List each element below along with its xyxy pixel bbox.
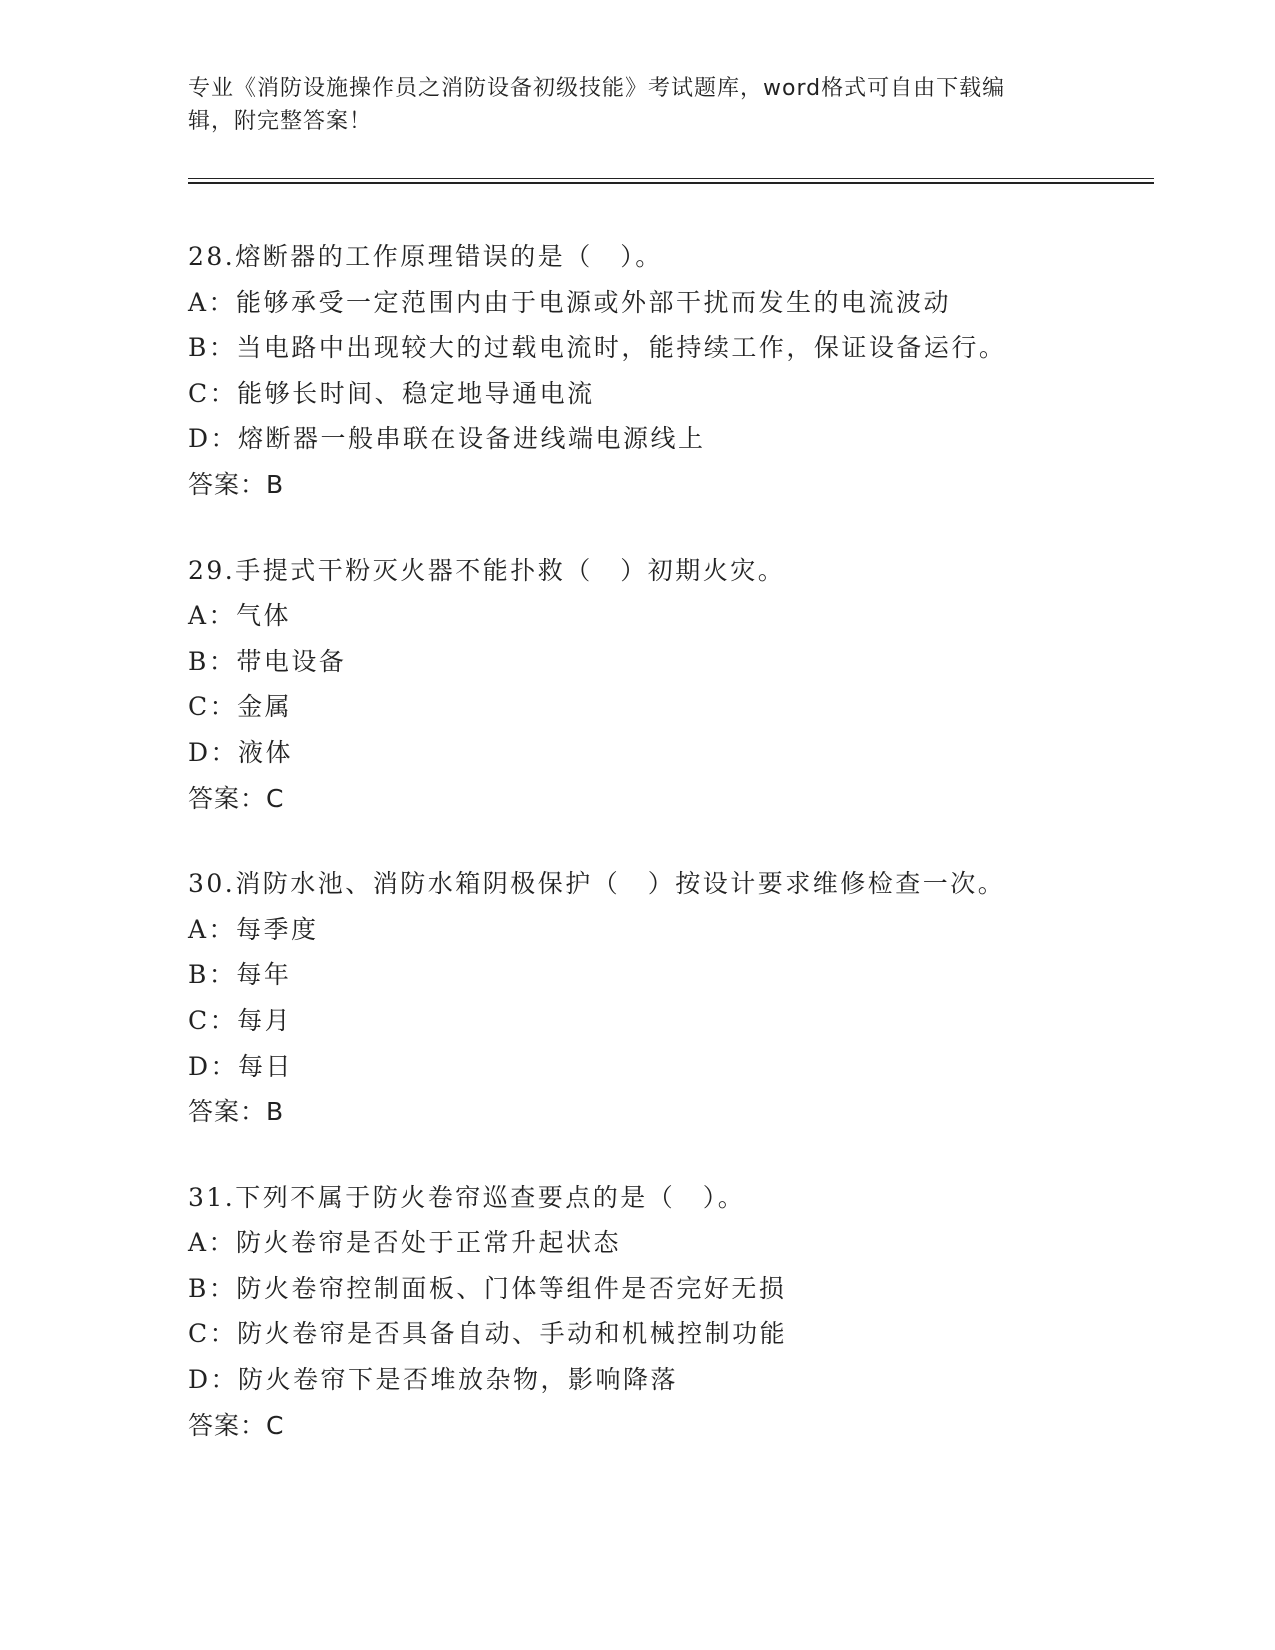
answer-line: 答案：C: [188, 783, 285, 813]
option-b: B：当电路中出现较大的过载电流时，能持续工作，保证设备运行。: [188, 333, 1007, 363]
question-stem: 30.消防水池、消防水箱阴极保护（ ）按设计要求维修检查一次。: [188, 869, 1006, 899]
option-a: A：防火卷帘是否处于正常升起状态: [188, 1228, 622, 1258]
option-d: D：防火卷帘下是否堆放杂物，影响降落: [188, 1365, 679, 1395]
option-c: C：每月: [188, 1005, 293, 1035]
question-stem: 28.熔断器的工作原理错误的是（ ）。: [188, 242, 663, 271]
question-block: [188, 548, 1138, 822]
option-c: C：金属: [188, 692, 293, 722]
question-stem: 29.手提式干粉灭火器不能扑救（ ）初期火灾。: [188, 555, 786, 585]
document-header: [188, 72, 1068, 138]
option-b: B：每年: [188, 960, 292, 990]
option-a: A：每季度: [188, 914, 319, 944]
question-block: [188, 1175, 1138, 1449]
option-c: C：能够长时间、稳定地导通电流: [188, 378, 595, 408]
question-block: [188, 861, 1138, 1135]
question-list: [188, 234, 1138, 1488]
option-a: A：气体: [188, 601, 292, 631]
option-c: C：防火卷帘是否具备自动、手动和机械控制功能: [188, 1319, 788, 1349]
option-b: B：带电设备: [188, 646, 347, 676]
header-line-2: 辑，附完整答案！: [188, 109, 373, 134]
answer-line: 答案：B: [188, 1097, 285, 1127]
question-stem: 31.下列不属于防火卷帘巡查要点的是（ ）。: [188, 1182, 746, 1212]
option-b: B：防火卷帘控制面板、门体等组件是否完好无损: [188, 1273, 787, 1303]
option-d: D：熔断器一般串联在设备进线端电源线上: [188, 424, 706, 454]
option-d: D：每日: [188, 1051, 294, 1081]
option-d: D：液体: [188, 737, 294, 767]
header-divider-thin: [188, 178, 1154, 179]
header-divider-thick: [188, 182, 1154, 184]
option-a: A：能够承受一定范围内由于电源或外部干扰而发生的电流波动: [188, 287, 952, 317]
answer-line: 答案：C: [188, 1410, 285, 1440]
question-block: [188, 234, 1138, 508]
answer-line: 答案：B: [188, 469, 285, 499]
header-line-1: 专业《消防设施操作员之消防设备初级技能》考试题库，word格式可自由下载编: [188, 76, 1006, 101]
